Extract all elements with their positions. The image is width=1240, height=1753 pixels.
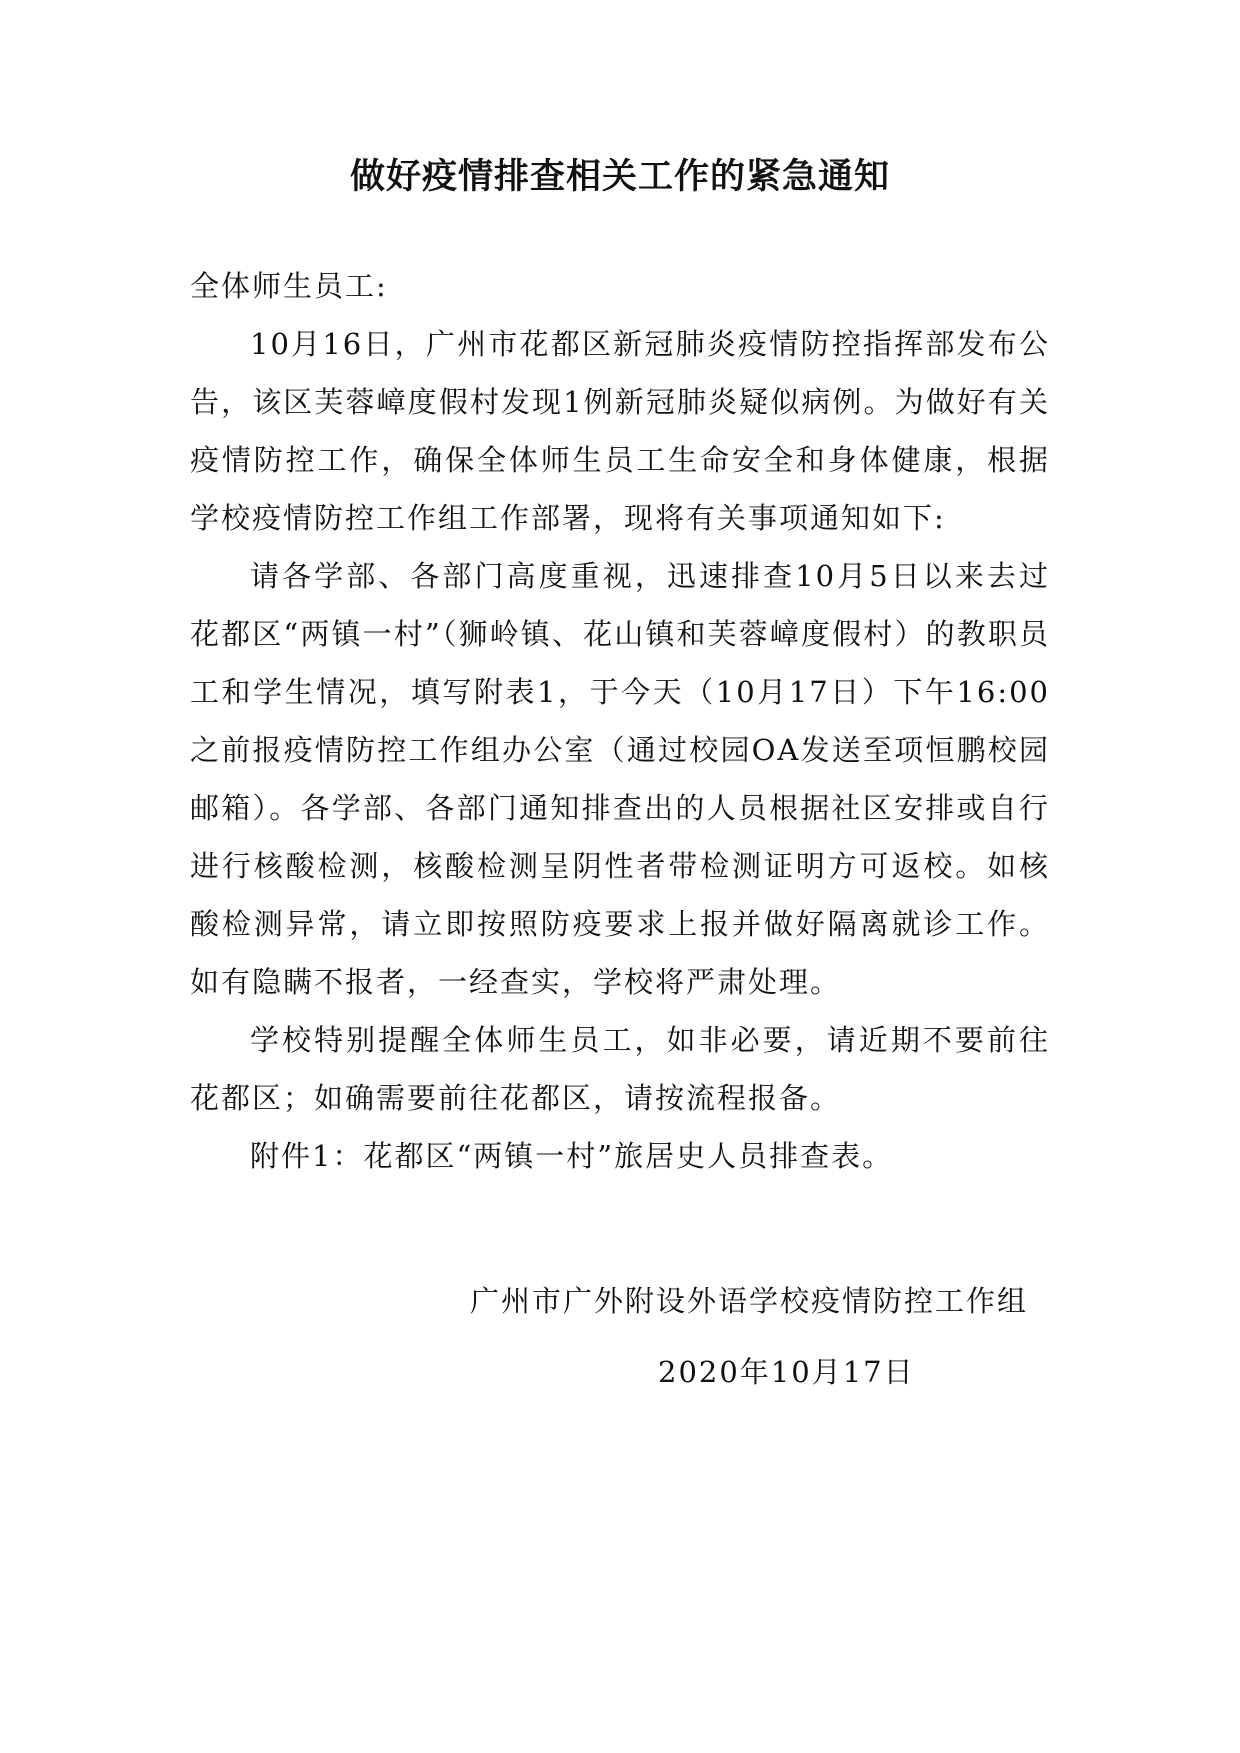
paragraph-instructions: 请各学部、各部门高度重视，迅速排查10月5日以来去过花都区“两镇一村”（狮岭镇、花山镇和芙蓉嶂度假村）的教职员工和学生情况，填写附表1，于今天（10月17日）下午16:00之前报疫情防控工作组办公室（通过校园OA发送至项恒鹏校园邮箱）。各学部、各部门通知排查出的人员根据社区安排或自行进行核酸检测，核酸检测呈阴性者带检测证明方可返校。如核酸检测异常，请立即按照防疫要求上报并做好隔离就诊工作。如有隐瞒不报者，一经查实，学校将严肃处理。 — [190, 559, 1050, 999]
document-title: 做好疫情排查相关工作的紧急通知 — [349, 156, 890, 197]
paragraph-announcement: 10月16日，广州市花都区新冠肺炎疫情防控指挥部发布公告，该区芙蓉嶂度假村发现1例新冠肺炎疑似病例。为做好有关疫情防控工作，确保全体师生员工生命安全和身体健康，根据学校疫情防控工作组工作部署，现将有关事项通知如下: — [190, 327, 1050, 535]
salutation: 全体师生员工: — [190, 269, 388, 303]
signature: 广州市广外附设外语学校疫情防控工作组 — [470, 1284, 1029, 1318]
attachment-note: 附件1：花都区“两镇一村”旅居史人员排查表。 — [250, 1139, 894, 1173]
paragraph-reminder: 学校特别提醒全体师生员工，如非必要，请近期不要前往花都区；如确需要前往花都区，请按流程报备。 — [190, 1023, 1050, 1115]
document-date: 2020年10月17日 — [658, 1355, 915, 1389]
